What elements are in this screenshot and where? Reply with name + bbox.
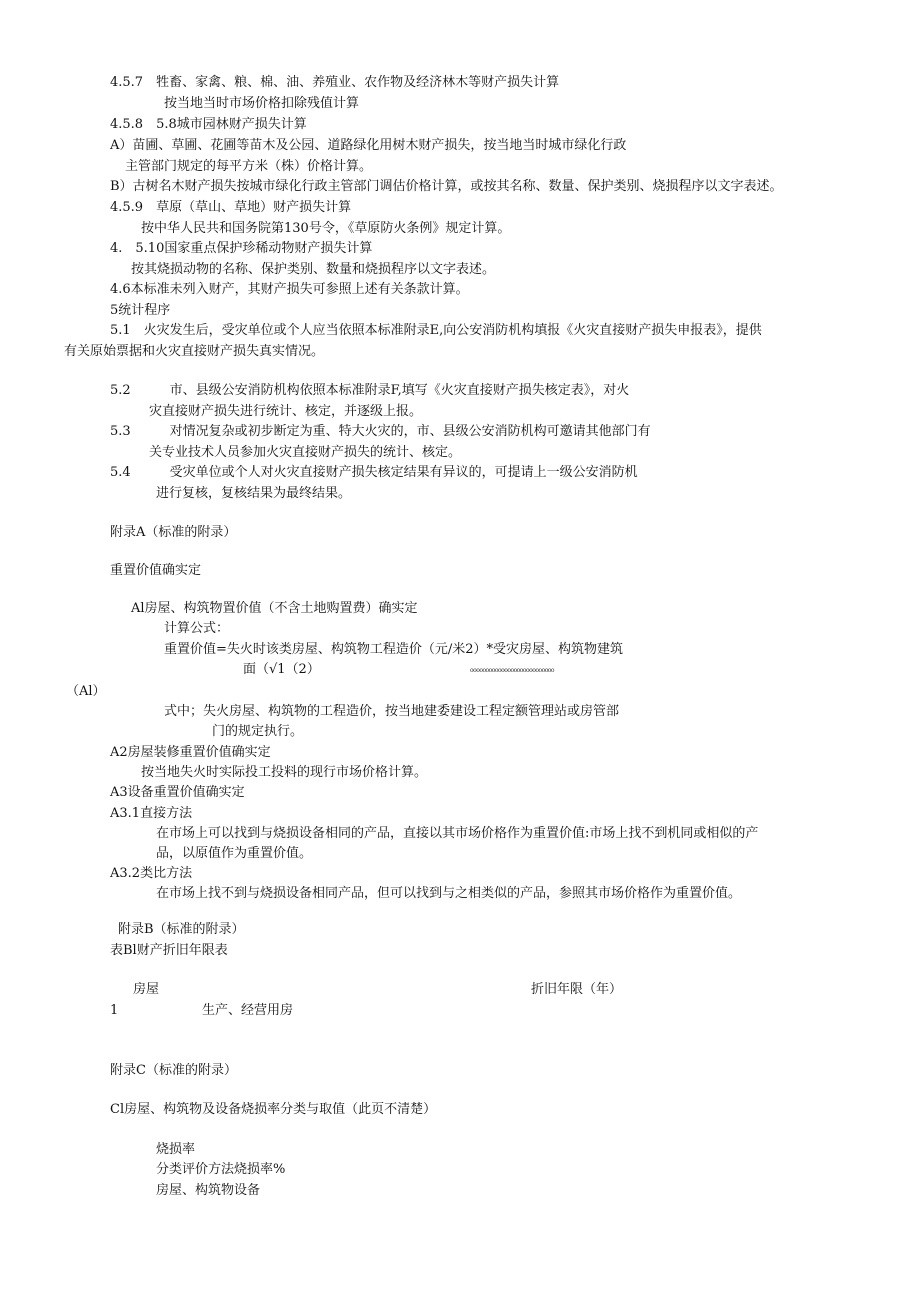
section-5-4-text-cont: 进行复核，复核结果为最终结果。 bbox=[156, 486, 352, 501]
section-a2-heading: A2房屋装修重置价值确实定 bbox=[110, 745, 271, 760]
table-c1-label-categories: 房屋、构筑物设备 bbox=[156, 1183, 261, 1198]
section-4-5-10-text: 按其烧损动物的名称、保护类别、数量和烧损程序以文字表述。 bbox=[131, 262, 496, 277]
section-5-2-text: 5.2 市、县级公安消防机构依照本标准附录F,填写《火灾直接财产损失核定表》，对火 bbox=[110, 383, 630, 398]
formula-leader-dots: ooooooooooooooooooooooooooo bbox=[470, 667, 555, 674]
formula-line-1: 重置价值=失火时该类房屋、构筑物工程造价（元/米2）*受灾房屋、构筑物建筑 bbox=[164, 642, 624, 657]
table-b1-row-1-number: 1 bbox=[110, 1003, 119, 1018]
section-a3-2-text: 在市场上找不到与烧损设备相同产品，但可以找到与之相类似的产品，参照其市场价格作为重置价值。 bbox=[156, 886, 742, 901]
formula-explanation-cont: 门的规定执行。 bbox=[212, 724, 304, 739]
section-5-heading: 5统计程序 bbox=[110, 303, 171, 318]
section-4-5-9-text: 按中华人民共和国务院第130号令，《草原防火条例》规定计算。 bbox=[141, 221, 511, 236]
section-5-3-text: 5.3 对情况复杂或初步断定为重、特大火灾的，市、县级公安消防机构可邀请其他部门有 bbox=[110, 424, 651, 439]
section-4-5-9-heading: 4.5.9 草原（草山、草地）财产损失计算 bbox=[110, 200, 352, 215]
formula-label: 计算公式： bbox=[164, 621, 230, 636]
section-5-4-text: 5.4 受灾单位或个人对火灾直接财产损失核定结果有异议的，可提请上一级公安消防机 bbox=[110, 465, 638, 480]
section-5-2-text-cont: 灾直接财产损失进行统计、核定，并逐级上报。 bbox=[149, 404, 423, 419]
section-4-5-8-item-b: B）古树名木财产损失按城市绿化行政主管部门调估价格计算，或按其名称、数量、保护类别、烧损程序以文字表述。 bbox=[110, 179, 783, 194]
section-a3-heading: A3设备重置价值确实定 bbox=[110, 785, 245, 800]
section-4-5-8-item-a: A）苗圃、草圃、花圃等苗木及公园、道路绿化用树木财产损失，按当地当时城市绿化行政 bbox=[110, 138, 627, 153]
section-4-6-text: 4.6本标准未列入财产，其财产损失可参照上述有关条款计算。 bbox=[110, 282, 469, 297]
formula-line-2: 面（√1（2） bbox=[243, 662, 320, 677]
formula-number: （Al） bbox=[66, 684, 106, 699]
table-c1-title: Cl房屋、构筑物及设备烧损率分类与取值（此页不清楚） bbox=[110, 1102, 437, 1117]
appendix-a-subtitle: 重置价值确实定 bbox=[110, 563, 202, 578]
section-5-3-text-cont: 关专业技术人员参加火灾直接财产损失的统计、核定。 bbox=[149, 445, 462, 460]
section-4-5-8-item-a-cont: 主管部门规定的每平方米（株）价格计算。 bbox=[125, 159, 373, 174]
table-b1-title: 表Bl财产折旧年限表 bbox=[110, 943, 228, 958]
section-5-1-text-cont: 有关原始票据和火灾直接财产损失真实情况。 bbox=[64, 344, 325, 359]
section-4-5-7-text: 按当地当时市场价格扣除残值计算 bbox=[164, 96, 360, 111]
section-a3-2-heading: A3.2类比方法 bbox=[110, 866, 193, 881]
table-b1-header-house: 房屋 bbox=[133, 982, 160, 997]
section-4-5-10-heading: 4. 5.10国家重点保护珍稀动物财产损失计算 bbox=[110, 241, 373, 256]
table-c1-label-method: 分类评价方法烧损率% bbox=[156, 1162, 286, 1177]
section-a3-1-text-cont: 品，以原值作为重置价值。 bbox=[156, 846, 313, 861]
section-4-5-7-heading: 4.5.7 牲畜、家禽、粮、棉、油、养殖业、农作物及经济林木等财产损失计算 bbox=[110, 75, 560, 90]
appendix-c-title: 附录C（标准的附录） bbox=[110, 1063, 237, 1078]
formula-explanation: 式中；失火房屋、构筑物的工程造价，按当地建委建设工程定额管理站或房管部 bbox=[164, 704, 620, 719]
section-a1-heading: Al房屋、构筑物置价值（不含土地购置费）确实定 bbox=[131, 601, 418, 616]
section-5-1-text: 5.1 火灾发生后，受灾单位或个人应当依照本标准附录E,向公安消防机构填报《火灾直接财产损失申报表》，提供 bbox=[110, 323, 762, 338]
table-b1-row-1-label: 生产、经营用房 bbox=[202, 1003, 294, 1018]
appendix-b-title: 附录B（标准的附录） bbox=[118, 922, 245, 937]
table-b1-header-years: 折旧年限（年） bbox=[531, 982, 623, 997]
section-a3-1-text: 在市场上可以找到与烧损设备相同的产品，直接以其市场价格作为重置价值:市场上找不到机同或相似的产 bbox=[156, 826, 759, 841]
appendix-a-title: 附录A（标准的附录） bbox=[110, 525, 237, 540]
section-a2-text: 按当地失火时实际投工投料的现行市场价格计算。 bbox=[141, 765, 428, 780]
table-c1-label-burn-rate: 烧损率 bbox=[156, 1142, 196, 1157]
section-4-5-8-heading: 4.5.8 5.8城市园林财产损失计算 bbox=[110, 117, 307, 132]
section-a3-1-heading: A3.1直接方法 bbox=[110, 806, 193, 821]
